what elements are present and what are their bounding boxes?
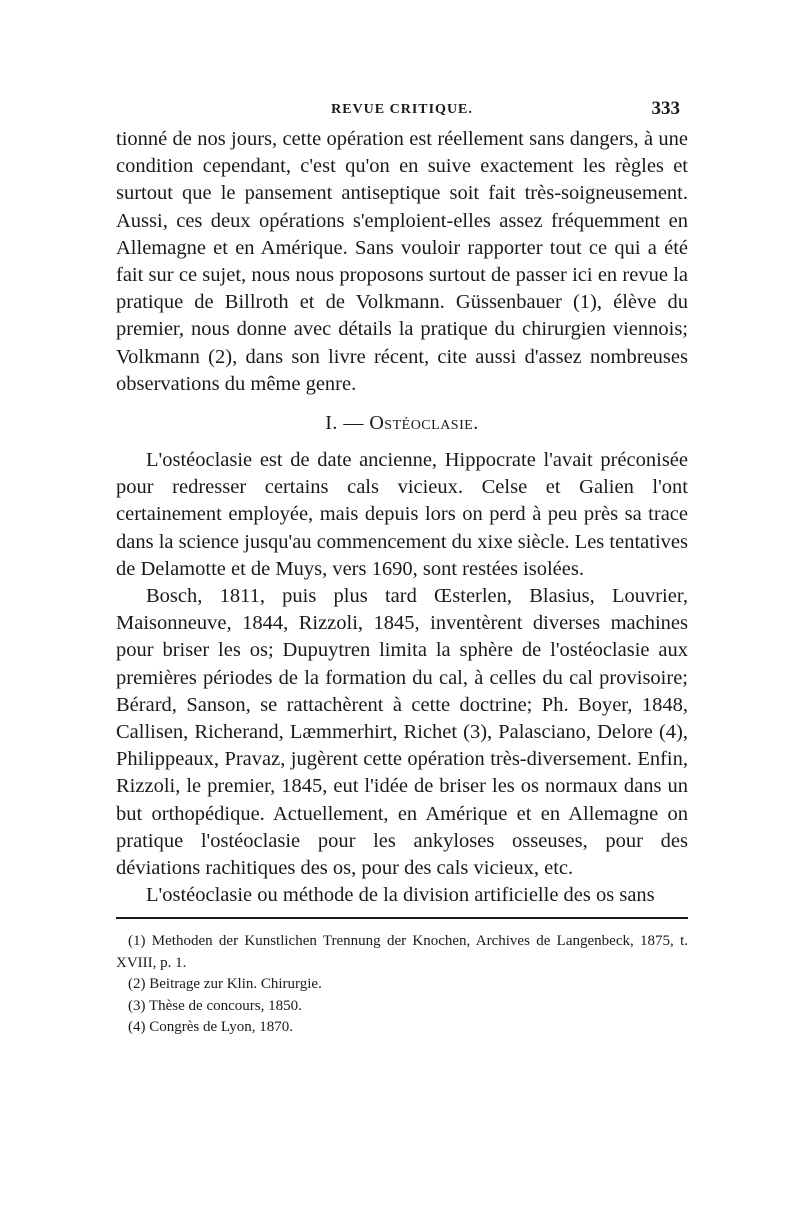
section-title: Ostéoclasie.	[369, 412, 479, 435]
paragraph: Bosch, 1811, puis plus tard Œsterlen, Blasius, Louvrier, Maisonneuve, 1844, Rizzoli, 1845, inventèrent diverses machines pour briser les os; Dupuytren limita la sphère de l'ostéoclasie aux premières périodes de la formation du cal, à celles du cal provisoire; Bérard, Sanson, se rattachèrent à cette doctrine; Ph. Boyer, 1848, Callisen, Richerand, Læmmerhirt, Richet (3), Palasciano, Delore (4), Philippeaux, Pravaz, jugèrent cette opération très-diversement. Enfin, Rizzoli, le premier, 1845, eut l'idée de briser les os normaux dans un but orthopédique. Actuellement, en Amérique et en Allemagne on pratique l'ostéoclasie pour les ankyloses osseuses, pour des déviations rachitiques des os, pour des cals vicieux, etc.	[116, 585, 688, 880]
section-heading	[116, 410, 688, 437]
section-number: I. —	[325, 412, 364, 435]
paragraph: L'ostéoclasie est de date ancienne, Hippocrate l'avait préconisée pour redresser certains cals vicieux. Celse et Galien l'ont certainement employée, mais depuis lors on perd à peu près sa trace dans la science jusqu'au commencement du xixe siècle. Les tentatives de Delamotte et de Muys, vers 1690, sont restées isolées.	[116, 449, 688, 580]
footnotes	[116, 931, 688, 1039]
paragraph: L'ostéoclasie ou méthode de la division artificielle des os sans	[146, 884, 655, 907]
running-title: REVUE CRITIQUE.	[331, 102, 473, 117]
book-page	[116, 96, 688, 1039]
footnote: (3) Thèse de concours, 1850.	[128, 997, 302, 1014]
running-head	[116, 96, 688, 124]
footnote: (1) Methoden der Kunstlichen Trennung der Knochen, Archives de Langenbeck, 1875, t. XVIII, p. 1.	[116, 933, 688, 971]
paragraph: tionné de nos jours, cette opération est réellement sans dangers, à une condition cependant, c'est qu'on en suive exactement les règles et surtout que le pansement antiseptique soit fait très-soigneusement. Aussi, ces deux opérations s'emploient-elles assez fréquemment en Allemagne et en Amérique. Sans vouloir rapporter tout ce qui a été fait sur ce sujet, nous nous proposons surtout de passer ici en revue la pratique de Billroth et de Volkmann. Güssenbauer (1), élève du premier, nous donne avec détails la pratique du chirurgien viennois; Volkmann (2), dans son livre récent, cite aussi d'assez nombreuses observations du même genre.	[116, 128, 688, 395]
footnote: (2) Beitrage zur Klin. Chirurgie.	[128, 976, 322, 993]
page-number: 333	[651, 98, 680, 119]
footnote-rule	[116, 917, 688, 919]
body-text	[116, 126, 688, 909]
footnote: (4) Congrès de Lyon, 1870.	[128, 1019, 293, 1036]
